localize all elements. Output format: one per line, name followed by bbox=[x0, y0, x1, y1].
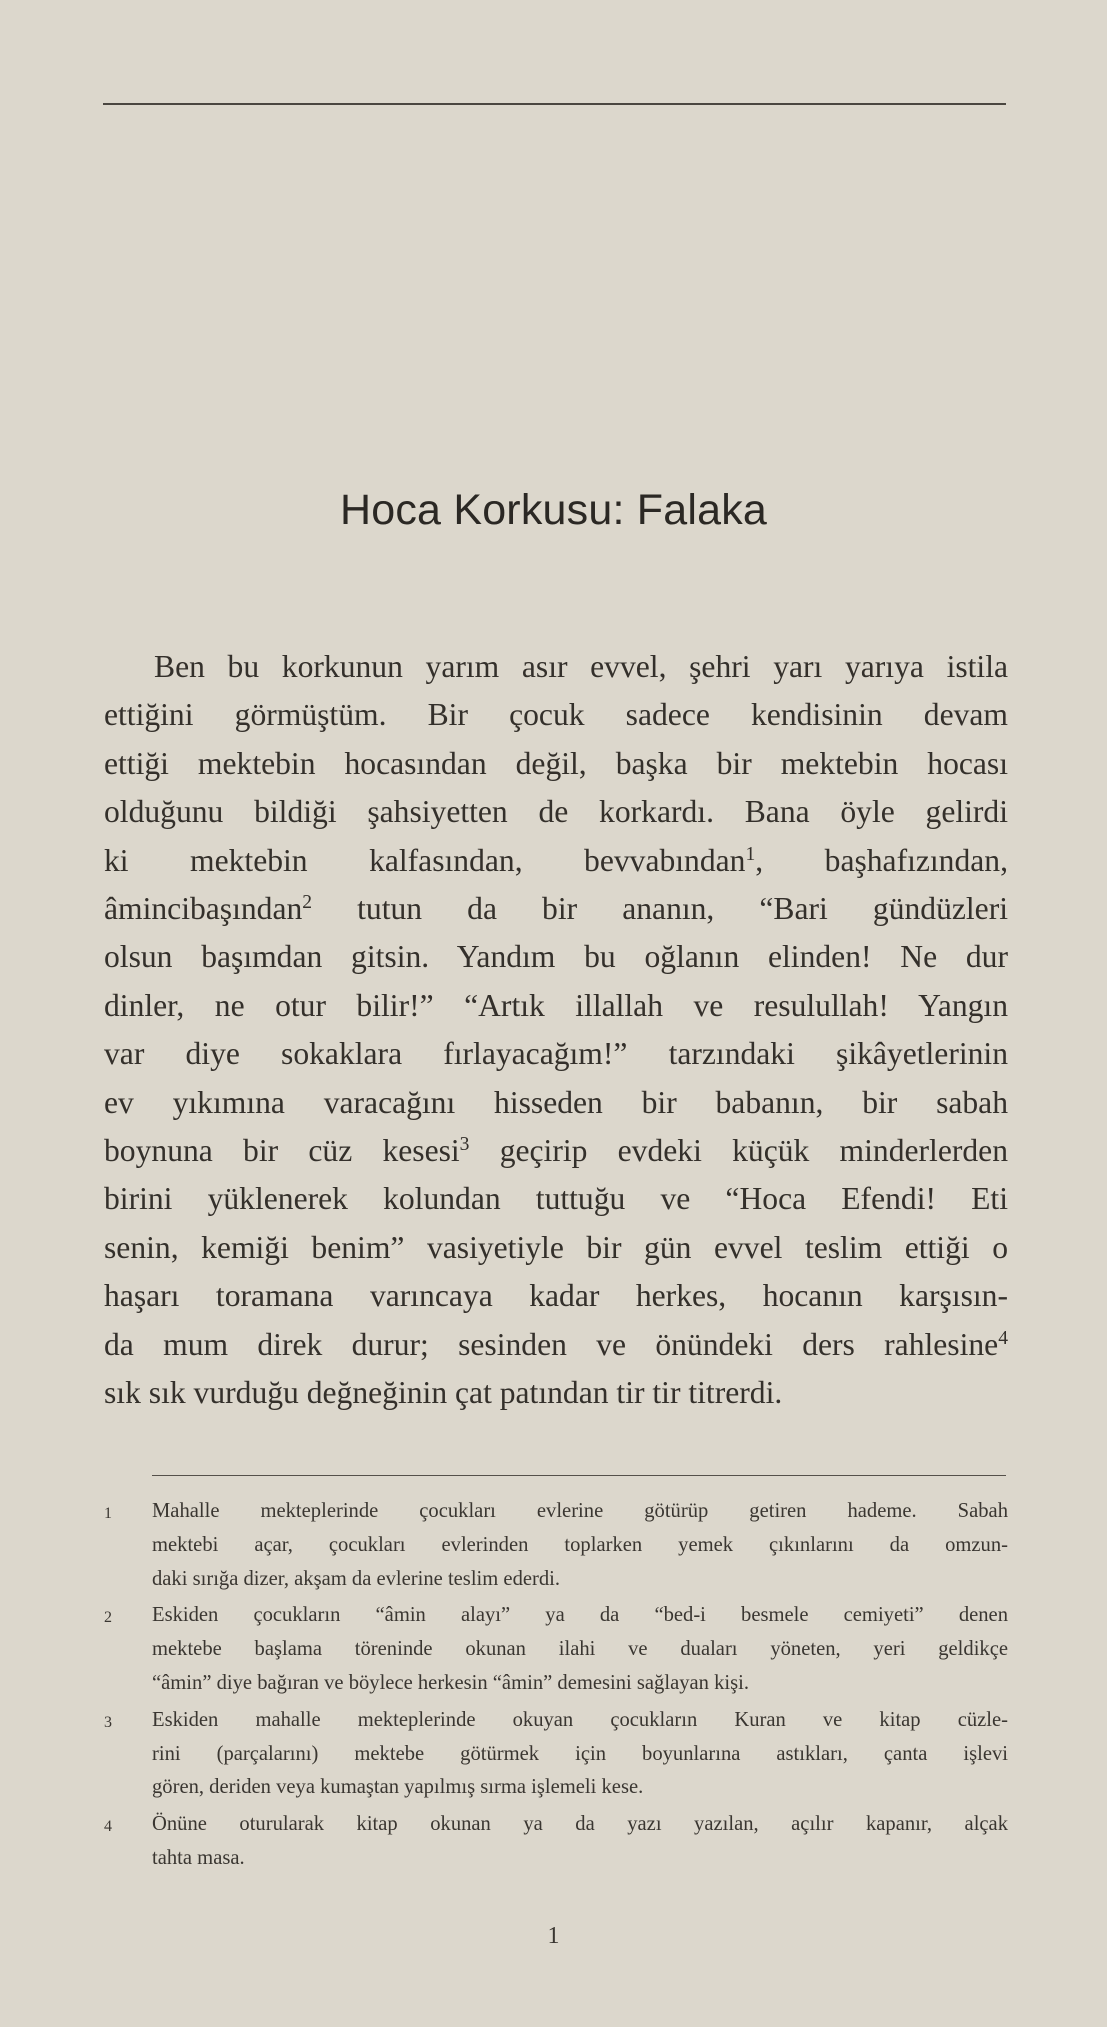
footnote-line: tahta masa. bbox=[152, 1846, 245, 1869]
footnote-line: rini (parçalarını) mektebe götürmek için boyunlarına astıkları, çanta işlevi bbox=[152, 1742, 1008, 1765]
footnote-line: mektebi açar, çocukları evlerinden toplarken yemek çıkınlarını da omzun- bbox=[152, 1533, 1008, 1556]
body-text-segment: boynuna bir cüz kesesi bbox=[104, 1133, 460, 1169]
footnote-number: 4 bbox=[104, 1818, 112, 1836]
chapter-title: Hoca Korkusu: Falaka bbox=[339, 486, 768, 534]
body-text-segment: da mum direk durur; sesinden ve önündeki ders rahlesine bbox=[104, 1326, 999, 1362]
footnote-line: Eskiden mahalle mekteplerinde okuyan çocukların Kuran ve kitap cüzle- bbox=[152, 1708, 1008, 1731]
footnote-line: Mahalle mekteplerinde çocukları evlerine götürüp getiren hademe. Sabah bbox=[152, 1500, 1008, 1522]
footnote-ref-3[interactable]: 3 bbox=[459, 1134, 470, 1156]
footnote-1 bbox=[104, 1495, 1008, 1596]
footnote-line: gören, deriden veya kumaştan yapılmış sırma işlemeli kese. bbox=[152, 1776, 644, 1799]
footnote-line: daki sırığa dizer, akşam da evlerine teslim ederdi. bbox=[152, 1567, 561, 1590]
body-line: haşarı toramana varıncaya kadar herkes, hocanın karşısın- bbox=[104, 1278, 1008, 1314]
footnote-ref-4[interactable]: 4 bbox=[998, 1327, 1008, 1349]
body-line bbox=[104, 837, 1008, 885]
footnote-line: mektebe başlama töreninde okunan ilahi ve duaları yöneten, yeri geldikçe bbox=[152, 1638, 1008, 1661]
body-line: sık sık vurduğu değneğinin çat patından tir tir titrerdi. bbox=[104, 1375, 783, 1411]
footnote-2 bbox=[104, 1599, 1008, 1700]
body-line bbox=[104, 885, 1008, 933]
footnote-ref-1[interactable]: 1 bbox=[745, 843, 756, 865]
footnote-text bbox=[152, 1704, 1008, 1805]
footnote-line: Önüne oturularak kitap okunan ya da yazı yazılan, açılır kapanır, alçak bbox=[152, 1813, 1008, 1836]
footnote-text bbox=[152, 1495, 1008, 1596]
footnote-number: 3 bbox=[104, 1713, 112, 1731]
body-line: senin, kemiği benim” vasiyetiyle bir gün evvel teslim ettiği o bbox=[104, 1229, 1008, 1265]
footnote-separator bbox=[152, 1475, 1006, 1476]
body-paragraph bbox=[104, 643, 1008, 1418]
body-line: Ben bu korkunun yarım asır evvel, şehri yarı yarıya istila bbox=[154, 649, 1008, 684]
footnote-line: “âmin” diye bağıran ve böylece herkesin “âmin” demesini sağlayan kişi. bbox=[152, 1671, 749, 1694]
footnote-text bbox=[152, 1808, 1008, 1876]
footnotes bbox=[104, 1495, 1008, 1879]
body-line bbox=[104, 1321, 1008, 1369]
footnote-3 bbox=[104, 1704, 1008, 1805]
body-line: olduğunu bildiği şahsiyetten de korkardı. Bana öyle gelirdi bbox=[104, 794, 1008, 830]
footnote-number: 1 bbox=[104, 1505, 112, 1522]
body-line: ettiği mektebin hocasından değil, başka bir mektebin hocası bbox=[104, 745, 1008, 781]
body-text-segment: tutun da bir ananın, “Bari gündüzleri bbox=[312, 891, 1008, 927]
body-line: olsun başımdan gitsin. Yandım bu oğlanın elinden! Ne dur bbox=[104, 939, 1008, 975]
body-line: birini yüklenerek kolundan tuttuğu ve “Hoca Efendi! Eti bbox=[104, 1181, 1008, 1217]
body-text-segment: ki mektebin kalfasından, bevvabından bbox=[104, 842, 746, 878]
footnote-line: Eskiden çocukların “âmin alayı” ya da “bed-i besmele cemiyeti” denen bbox=[152, 1604, 1008, 1627]
body-text-segment: , başhafızından, bbox=[755, 842, 1008, 878]
top-rule bbox=[103, 103, 1006, 105]
footnote-number: 2 bbox=[104, 1609, 112, 1627]
body-text-segment: âmincibaşından bbox=[104, 891, 303, 927]
body-text-segment: geçirip evdeki küçük minderlerden bbox=[469, 1133, 1008, 1169]
body-line: ev yıkımına varacağını hisseden bir babanın, bir sabah bbox=[104, 1084, 1008, 1120]
footnote-text bbox=[152, 1599, 1008, 1700]
footnote-ref-2[interactable]: 2 bbox=[302, 892, 313, 914]
body-line: var diye sokaklara fırlayacağım!” tarzındaki şikâyetlerinin bbox=[104, 1036, 1008, 1072]
page-number: 1 bbox=[547, 1923, 560, 1949]
body-line bbox=[104, 1127, 1008, 1175]
body-line: dinler, ne otur bilir!” “Artık illallah ve resulullah! Yangın bbox=[104, 987, 1008, 1023]
body-line: ettiğini görmüştüm. Bir çocuk sadece kendisinin devam bbox=[104, 697, 1008, 733]
footnote-4 bbox=[104, 1808, 1008, 1876]
